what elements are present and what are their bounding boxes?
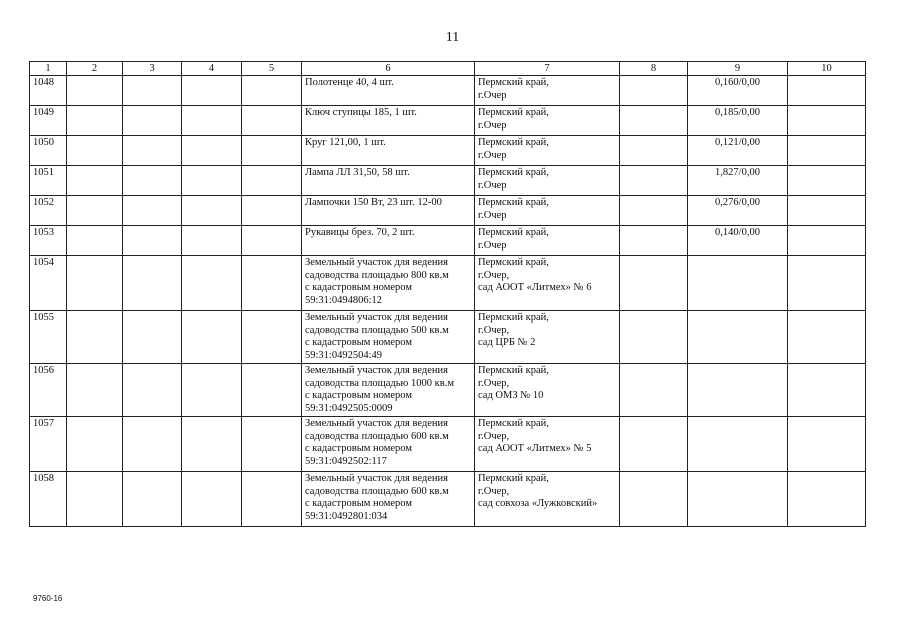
empty-cell <box>182 76 242 106</box>
empty-cell <box>242 226 302 256</box>
address-line: Пермский край, <box>478 197 549 208</box>
empty-cell <box>182 196 242 226</box>
empty-cell <box>182 311 242 364</box>
table-row <box>30 472 866 527</box>
address-line: г.Очер <box>478 179 507 191</box>
empty-cell <box>182 472 242 527</box>
row-number: 1058 <box>30 472 67 527</box>
empty-cell <box>620 256 688 311</box>
empty-cell <box>67 226 123 256</box>
description-line: Лампочки 150 Вт, 23 шт. 12-00 <box>305 197 442 208</box>
column-header: 8 <box>620 62 688 76</box>
table-row <box>30 417 866 472</box>
header-row <box>30 62 866 76</box>
column-header: 6 <box>302 62 475 76</box>
column-header: 9 <box>688 62 788 76</box>
empty-cell <box>182 417 242 472</box>
item-address <box>475 166 620 196</box>
address-line: г.Очер, <box>478 430 510 442</box>
empty-cell <box>788 76 866 106</box>
row-number: 1057 <box>30 417 67 472</box>
empty-cell <box>123 106 182 136</box>
address-line: Пермский край, <box>478 227 549 238</box>
table-row <box>30 76 866 106</box>
address-line: Пермский край, <box>478 418 549 429</box>
item-address <box>475 472 620 527</box>
value-cell <box>688 311 788 364</box>
empty-cell <box>123 417 182 472</box>
item-description <box>302 226 475 256</box>
item-address <box>475 76 620 106</box>
empty-cell <box>620 106 688 136</box>
description-line: Полотенце 40, 4 шт. <box>305 77 394 88</box>
empty-cell <box>242 196 302 226</box>
table-row <box>30 256 866 311</box>
empty-cell <box>67 106 123 136</box>
empty-cell <box>620 196 688 226</box>
empty-cell <box>67 256 123 311</box>
empty-cell <box>242 166 302 196</box>
empty-cell <box>242 364 302 417</box>
address-line: сад ЦРБ № 2 <box>478 337 536 348</box>
item-address <box>475 136 620 166</box>
address-line: Пермский край, <box>478 365 549 376</box>
table-row <box>30 364 866 417</box>
empty-cell <box>123 166 182 196</box>
empty-cell <box>242 136 302 166</box>
empty-cell <box>788 196 866 226</box>
item-address <box>475 311 620 364</box>
address-line: г.Очер <box>478 209 507 221</box>
table-row <box>30 311 866 364</box>
item-description <box>302 76 475 106</box>
empty-cell <box>620 417 688 472</box>
page-number: 11 <box>445 30 460 45</box>
value-cell: 0,185/0,00 <box>688 106 788 136</box>
description-line: с кадастровым номером <box>305 498 412 509</box>
item-description <box>302 364 475 417</box>
item-description <box>302 417 475 472</box>
item-address <box>475 226 620 256</box>
empty-cell <box>620 136 688 166</box>
description-line: Земельный участок для ведения <box>305 418 448 429</box>
empty-cell <box>182 106 242 136</box>
column-header: 4 <box>182 62 242 76</box>
item-address <box>475 256 620 311</box>
empty-cell <box>182 226 242 256</box>
column-header: 1 <box>30 62 67 76</box>
empty-cell <box>788 226 866 256</box>
address-line: Пермский край, <box>478 257 549 268</box>
empty-cell <box>123 472 182 527</box>
empty-cell <box>182 166 242 196</box>
empty-cell <box>242 76 302 106</box>
table-row <box>30 166 866 196</box>
description-line: с кадастровым номером <box>305 443 412 454</box>
value-cell <box>688 417 788 472</box>
item-description <box>302 166 475 196</box>
description-line: с кадастровым номером <box>305 390 412 401</box>
empty-cell <box>182 136 242 166</box>
value-cell: 1,827/0,00 <box>688 166 788 196</box>
description-line: садоводства площадью 600 кв.м <box>305 430 449 442</box>
empty-cell <box>123 226 182 256</box>
description-line: Земельный участок для ведения <box>305 365 448 376</box>
empty-cell <box>620 166 688 196</box>
empty-cell <box>242 417 302 472</box>
empty-cell <box>67 136 123 166</box>
column-header: 2 <box>67 62 123 76</box>
address-line: Пермский край, <box>478 77 549 88</box>
item-description <box>302 196 475 226</box>
description-line: Земельный участок для ведения <box>305 473 448 484</box>
table-body <box>30 76 866 527</box>
row-number: 1056 <box>30 364 67 417</box>
item-description <box>302 472 475 527</box>
empty-cell <box>788 106 866 136</box>
description-line: садоводства площадью 1000 кв.м <box>305 377 454 389</box>
address-line: г.Очер <box>478 89 507 101</box>
description-line: 59:31:0492801:034 <box>305 510 388 522</box>
registry-table <box>29 61 866 527</box>
address-line: Пермский край, <box>478 137 549 148</box>
empty-cell <box>242 311 302 364</box>
empty-cell <box>788 417 866 472</box>
empty-cell <box>242 106 302 136</box>
value-cell: 0,276/0,00 <box>688 196 788 226</box>
empty-cell <box>788 166 866 196</box>
empty-cell <box>67 311 123 364</box>
column-header: 3 <box>123 62 182 76</box>
address-line: сад ОМЗ № 10 <box>478 390 544 401</box>
address-line: г.Очер, <box>478 324 510 336</box>
description-line: садоводства площадью 600 кв.м <box>305 485 449 497</box>
address-line: г.Очер <box>478 119 507 131</box>
item-description <box>302 311 475 364</box>
row-number: 1055 <box>30 311 67 364</box>
address-line: Пермский край, <box>478 312 549 323</box>
item-address <box>475 364 620 417</box>
item-address <box>475 106 620 136</box>
empty-cell <box>67 196 123 226</box>
empty-cell <box>123 256 182 311</box>
empty-cell <box>123 311 182 364</box>
description-line: Земельный участок для ведения <box>305 312 448 323</box>
address-line: г.Очер, <box>478 377 510 389</box>
address-line: сад совхоза «Лужковский» <box>478 498 598 509</box>
empty-cell <box>620 76 688 106</box>
value-cell: 0,140/0,00 <box>688 226 788 256</box>
description-line: Ключ ступицы 185, 1 шт. <box>305 107 417 118</box>
value-cell <box>688 364 788 417</box>
description-line: 59:31:0494806:12 <box>305 294 383 306</box>
row-number: 1054 <box>30 256 67 311</box>
column-header: 5 <box>242 62 302 76</box>
address-line: г.Очер, <box>478 269 510 281</box>
address-line: сад АООТ «Литмех» № 6 <box>478 282 592 293</box>
address-line: Пермский край, <box>478 107 549 118</box>
empty-cell <box>242 256 302 311</box>
address-line: Пермский край, <box>478 473 549 484</box>
item-description <box>302 106 475 136</box>
description-line: 59:31:0492505:0009 <box>305 402 393 414</box>
item-description <box>302 256 475 311</box>
empty-cell <box>788 256 866 311</box>
empty-cell <box>182 364 242 417</box>
empty-cell <box>123 196 182 226</box>
empty-cell <box>788 364 866 417</box>
item-description <box>302 136 475 166</box>
table-row <box>30 226 866 256</box>
address-line: г.Очер <box>478 149 507 161</box>
address-line: г.Очер <box>478 239 507 251</box>
value-cell <box>688 472 788 527</box>
table-row <box>30 136 866 166</box>
row-number: 1048 <box>30 76 67 106</box>
description-line: с кадастровым номером <box>305 282 412 293</box>
value-cell <box>688 256 788 311</box>
empty-cell <box>788 311 866 364</box>
empty-cell <box>123 364 182 417</box>
empty-cell <box>620 472 688 527</box>
description-line: Круг 121,00, 1 шт. <box>305 137 386 148</box>
empty-cell <box>788 136 866 166</box>
row-number: 1051 <box>30 166 67 196</box>
description-line: садоводства площадью 800 кв.м <box>305 269 449 281</box>
address-line: Пермский край, <box>478 167 549 178</box>
empty-cell <box>620 226 688 256</box>
item-address <box>475 417 620 472</box>
description-line: садоводства площадью 500 кв.м <box>305 324 449 336</box>
row-number: 1052 <box>30 196 67 226</box>
description-line: Лампа ЛЛ 31,50, 58 шт. <box>305 167 410 178</box>
row-number: 1049 <box>30 106 67 136</box>
empty-cell <box>123 136 182 166</box>
column-header: 10 <box>788 62 866 76</box>
row-number: 1053 <box>30 226 67 256</box>
empty-cell <box>788 472 866 527</box>
empty-cell <box>67 472 123 527</box>
value-cell: 0,121/0,00 <box>688 136 788 166</box>
empty-cell <box>182 256 242 311</box>
empty-cell <box>67 76 123 106</box>
empty-cell <box>67 364 123 417</box>
description-line: 59:31:0492504:49 <box>305 349 383 361</box>
empty-cell <box>67 166 123 196</box>
table-row <box>30 196 866 226</box>
row-number: 1050 <box>30 136 67 166</box>
column-header: 7 <box>475 62 620 76</box>
description-line: с кадастровым номером <box>305 337 412 348</box>
empty-cell <box>67 417 123 472</box>
empty-cell <box>242 472 302 527</box>
document-code: 9760-16 <box>33 594 63 603</box>
description-line: Земельный участок для ведения <box>305 257 448 268</box>
description-line: Рукавицы брез. 70, 2 шт. <box>305 227 415 238</box>
item-address <box>475 196 620 226</box>
address-line: сад АООТ «Литмех» № 5 <box>478 443 592 454</box>
address-line: г.Очер, <box>478 485 510 497</box>
empty-cell <box>620 311 688 364</box>
empty-cell <box>620 364 688 417</box>
value-cell: 0,160/0,00 <box>688 76 788 106</box>
description-line: 59:31:0492502:117 <box>305 455 387 467</box>
table-row <box>30 106 866 136</box>
empty-cell <box>123 76 182 106</box>
